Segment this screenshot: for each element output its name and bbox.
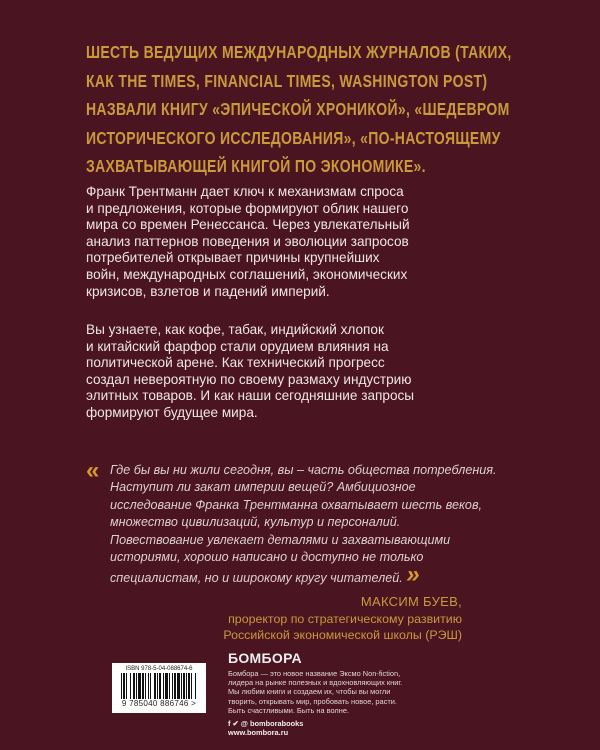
review-quote [110, 462, 497, 588]
author-role: Российской экономической школы (РЭШ) [223, 628, 462, 642]
barcode-bar [123, 673, 125, 699]
quote-attribution [223, 594, 462, 644]
publisher-text: Быть счастливыми. Быть на волне. [228, 705, 349, 715]
quote-line: исследование Франка Трентманна охватывает шесть веков, [110, 497, 483, 512]
barcode-bar [133, 673, 135, 699]
barcode-bar [172, 673, 173, 699]
barcode-bar [177, 673, 180, 699]
text-line: элитных товаров. И как наши сегодняшние запросы [86, 388, 415, 404]
text-line: войн, международных соглашений, экономических [86, 266, 408, 282]
author-role: проректор по стратегическому развитию [228, 611, 462, 626]
barcode-bar [136, 673, 137, 699]
barcode-bar [163, 673, 164, 699]
barcode-bars [121, 673, 197, 699]
headline-line: НАЗВАЛИ КНИГУ «ЭПИЧЕСКОЙ ХРОНИКОЙ», «ШЕДЕВРОМ [86, 99, 510, 119]
barcode [112, 663, 206, 713]
barcode-bar [191, 673, 192, 699]
barcode-bar [159, 673, 161, 699]
headline-line: ИСТОРИЧЕСКОГО ИССЛЕДОВАНИЯ», «ПО-НАСТОЯЩЕМУ [86, 127, 501, 148]
text-line: и предложения, которые формируют облик нашего [86, 200, 409, 216]
barcode-bar [154, 673, 156, 699]
barcode-bar [157, 673, 158, 699]
publisher-text: творить, открывать мир, пробовать новое, расти. [228, 696, 397, 706]
author-name: МАКСИМ БУЕВ, [360, 594, 462, 609]
text-line: мира со времен Ренессанса. Через увлекательный [86, 217, 410, 233]
text-line: анализ паттернов поведения и эволюции запросов [86, 233, 409, 249]
barcode-digits: 9 785040 886746 > [121, 699, 197, 708]
barcode-bar [186, 673, 187, 699]
text-line: кризисов, взлетов и падений империй. [86, 283, 330, 299]
barcode-bar [148, 673, 149, 699]
text-line: создал невероятную по своему размаху индустрию [86, 371, 412, 387]
quote-line: множество цивилизаций, культур и персоналий. [110, 515, 401, 530]
headline [86, 38, 518, 181]
barcode-bar [126, 673, 127, 699]
text-line: потребителей открывает причины крупнейших [86, 250, 380, 266]
description-paragraph-2 [86, 322, 526, 422]
quote-line: историями, хорошо написано и доступно не только [110, 550, 424, 565]
text-line: формируют будущее мира. [86, 404, 258, 420]
text-line: Вы узнаете, как кофе, табак, индийский хлопок [86, 322, 384, 337]
isbn-text: ISBN 978-5-04-088674-6 [125, 666, 193, 672]
barcode-bar [174, 673, 176, 699]
barcode-bar [181, 673, 182, 699]
quote-line: Где бы вы ни жили сегодня, вы – часть общества потребления. [110, 463, 497, 477]
quote-line: специалистам, но и широкому кругу читателей. [110, 571, 403, 586]
barcode-bar [145, 673, 146, 699]
barcode-bar [130, 673, 131, 699]
publisher-text: лидера на рынке полезных и вдохновляющих книг. [228, 678, 403, 688]
headline-line: ШЕСТЬ ВЕДУЩИХ МЕЖДУНАРОДНЫХ ЖУРНАЛОВ (ТАКИХ, [86, 42, 512, 62]
text-line: политической арене. Как технический прогресс [86, 355, 385, 371]
barcode-bar [142, 673, 144, 699]
barcode-bar [121, 673, 122, 699]
text-line: и китайский фарфор стали орудием влияния на [86, 338, 389, 354]
quote-line: Повествование увлекает деталями и захватывающими [110, 532, 451, 547]
close-quote-icon: » [406, 561, 420, 589]
publisher-block [228, 650, 402, 737]
open-quote-icon: « [86, 457, 100, 484]
quote-line: Наступит ли закат империи вещей? Амбициозное [110, 480, 416, 495]
publisher-text: Бомбора — это новое название Эксмо Non-fiction, [228, 669, 401, 678]
social-handles: f ✔ @ bomborabooks [228, 719, 304, 729]
barcode-bar [195, 673, 196, 699]
headline-line: ЗАХВАТЫВАЮЩЕЙ КНИГОЙ ПО ЭКОНОМИКЕ». [86, 156, 426, 176]
barcode-bar [138, 673, 141, 699]
barcode-bar [183, 673, 185, 699]
publisher-text: Мы любим книги и создаем их, чтобы вы могли [228, 687, 391, 697]
barcode-bar [165, 673, 168, 699]
headline-line: КАК THE TIMES, FINANCIAL TIMES, WASHINGTON POST) [86, 70, 488, 91]
barcode-bar [188, 673, 190, 699]
barcode-bar [169, 673, 170, 699]
description-paragraph-1 [86, 184, 526, 300]
website-link[interactable]: www.bombora.ru [228, 728, 289, 738]
text-line: Франк Трентманн дает ключ к механизмам спроса [86, 184, 404, 199]
publisher-logo: БОМБОРА [228, 650, 302, 666]
barcode-bar [150, 673, 151, 699]
